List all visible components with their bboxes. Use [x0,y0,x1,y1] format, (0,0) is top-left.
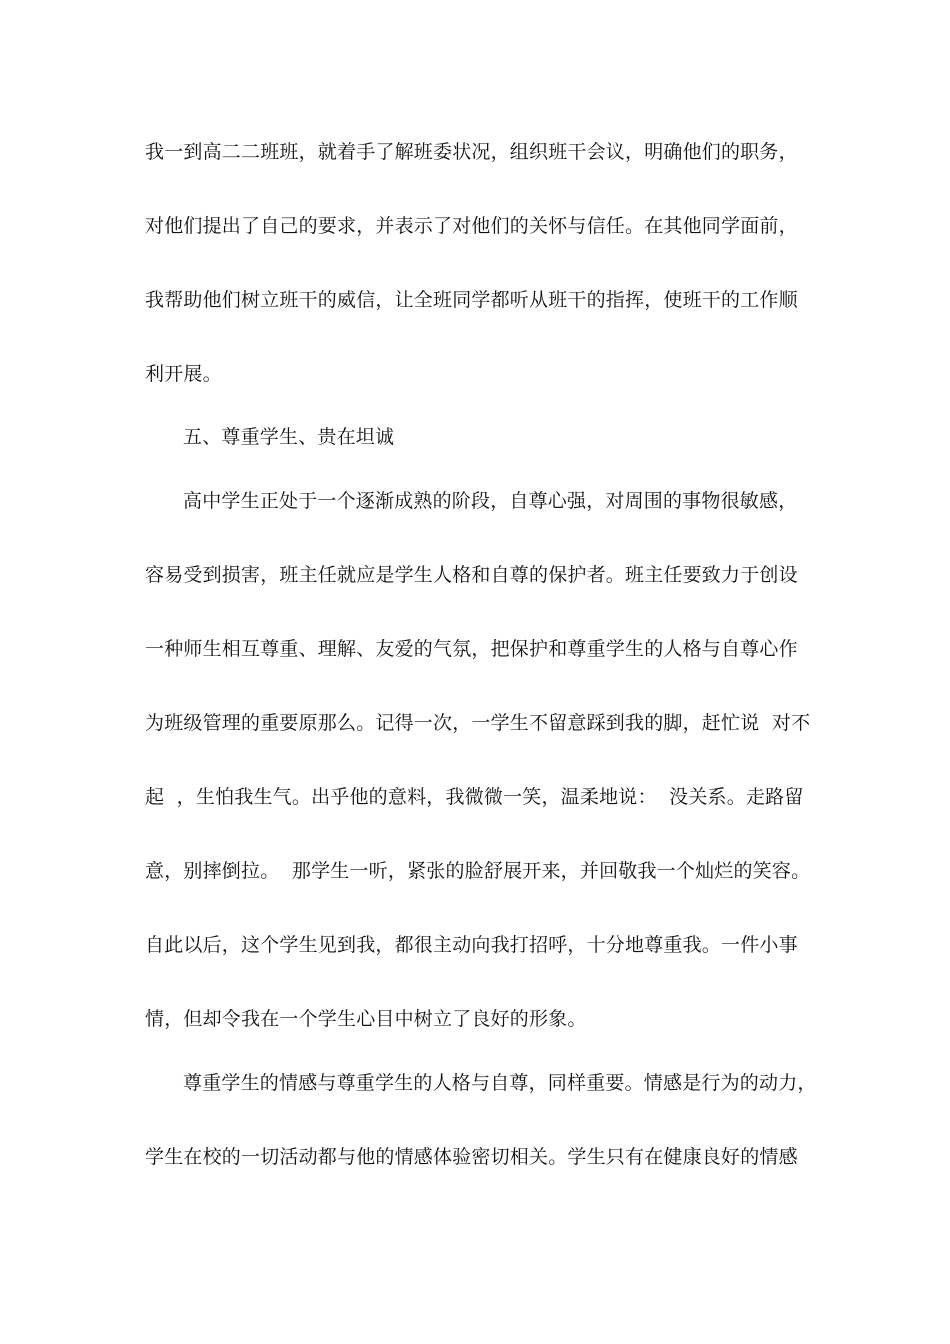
text-line-4: 利开展。 [145,363,222,385]
text-line-10: 起 ，生怕我生气。出乎他的意料，我微微一笑，温柔地说： 没关系。走路留 [145,786,804,808]
text-line-6: 高中学生正处于一个逐渐成熟的阶段，自尊心强，对周围的事物很敏感， [183,490,798,512]
text-line-11: 意，别摔倒拉。 那学生一听，紧张的脸舒展开来，并回敬我一个灿烂的笑容。 [145,860,811,882]
text-line-8: 一种师生相互尊重、理解、友爱的气氛，把保护和尊重学生的人格与自尊心作 [145,638,798,660]
text-line-13: 情，但却令我在一个学生心目中树立了良好的形象。 [145,1008,587,1030]
text-line-14: 尊重学生的情感与尊重学生的人格与自尊，同样重要。情感是行为的动力， [183,1072,817,1094]
text-line-2: 对他们提出了自己的要求，并表示了对他们的关怀与信任。在其他同学面前， [145,215,798,237]
text-line-12: 自此以后，这个学生见到我，都很主动向我打招呼，十分地尊重我。一件小事 [145,934,798,956]
text-line-3: 我帮助他们树立班干的威信，让全班同学都听从班干的指挥，使班干的工作顺 [145,289,798,311]
text-line-1: 我一到高二二班班，就着手了解班委状况，组织班干会议，明确他们的职务， [145,141,798,163]
text-line-15: 学生在校的一切活动都与他的情感体验密切相关。学生只有在健康良好的情感 [145,1146,798,1168]
section-heading: 五、尊重学生、贵在坦诚 [183,426,395,448]
text-line-9: 为班级管理的重要原那么。记得一次，一学生不留意踩到我的脚，赶忙说 对不 [145,712,811,734]
text-line-7: 容易受到损害，班主任就应是学生人格和自尊的保护者。班主任要致力于创设 [145,564,798,586]
